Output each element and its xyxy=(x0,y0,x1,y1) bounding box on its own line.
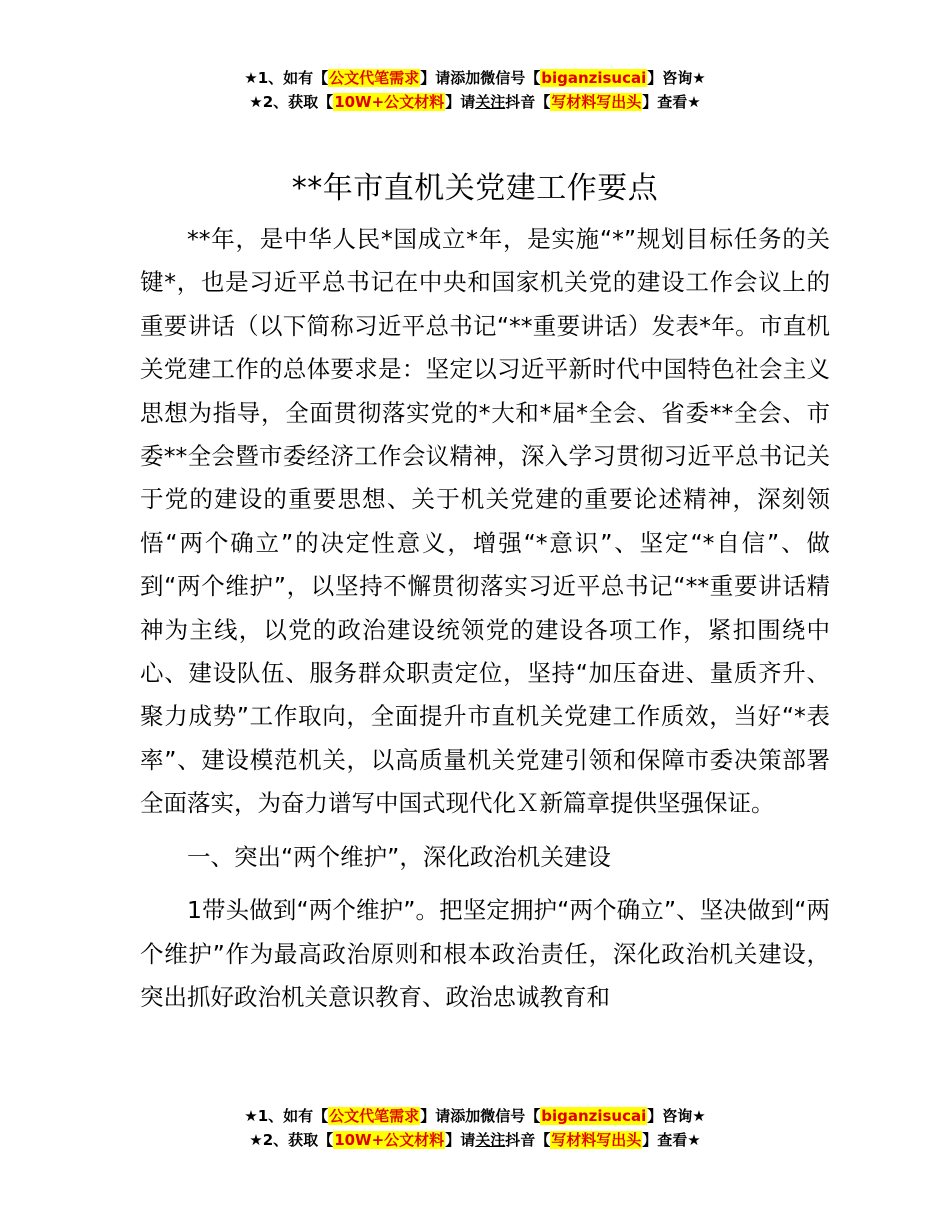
document-title: **年市直机关党建工作要点 xyxy=(291,171,659,206)
banner-highlight-douyin: 写材料写出头 xyxy=(551,93,642,111)
banner-text: ★2、获取【 xyxy=(249,1131,334,1149)
banner-text: 】咨询★ xyxy=(647,69,706,87)
banner-highlight: 公文代笔需求 xyxy=(329,1107,420,1125)
banner-text: 】请 xyxy=(445,93,476,111)
banner-underlined: 关注 xyxy=(475,1131,506,1149)
banner-line-2 xyxy=(0,1128,950,1152)
banner-highlight: 10W+公文材料 xyxy=(334,93,445,111)
banner-highlight: 10W+公文材料 xyxy=(334,1131,445,1149)
banner-text: 】咨询★ xyxy=(647,1107,706,1125)
banner-line-1 xyxy=(0,1104,950,1128)
intro-paragraph: **年，是中华人民*国成立*年，是实施“*”规划目标任务的关键*，也是习近平总书记在中央和国家机关党的建设工作会议上的重要讲话（以下简称习近平总书记“**重要讲话）发表*年。市直机关党建工作的总体要求是：坚定以习近平新时代中国特色社会主义思想为指导，全面贯彻落实党的*大和*届*全会、省委**全会、市委**全会暨市委经济工作会议精神，深入学习贯彻习近平总书记关于党的建设的重要思想、关于机关党建的重要论述精神，深刻领悟“两个确立”的决定性意义，增强“*意识”、坚定“*自信”、做到“两个维护”，以坚持不懈贯彻落实习近平总书记“**重要讲话精神为主线，以党的政治建设统领党的建设各项工作，紧扣围绕中心、建设队伍、服务群众职责定位，坚持“加压奋进、量质齐升、聚力成势”工作取向，全面提升市直机关党建工作质效，当好“*表率”、建设模范机关，以高质量机关党建引领和保障市委决策部署全面落实，为奋力谱写中国式现代化Ｘ新篇章提供坚强保证。 xyxy=(140,225,830,818)
section-heading: 一、突出“两个维护”，深化政治机关建设 xyxy=(187,842,611,871)
banner-line-2 xyxy=(0,90,950,114)
banner-text: 】请添加微信号【 xyxy=(420,69,541,87)
banner-highlight-douyin: 写材料写出头 xyxy=(551,1131,642,1149)
banner-text: 抖音【 xyxy=(505,1131,551,1149)
banner-underlined: 关注 xyxy=(475,93,506,111)
footer-banner xyxy=(0,1104,950,1152)
banner-line-1 xyxy=(0,66,950,90)
banner-highlight: 公文代笔需求 xyxy=(329,69,420,87)
banner-text: ★1、如有【 xyxy=(244,1107,329,1125)
document-body xyxy=(140,218,830,1019)
banner-text: 】查看★ xyxy=(642,93,701,111)
header-banner xyxy=(0,66,950,114)
banner-text: ★1、如有【 xyxy=(244,69,329,87)
banner-highlight-wechat: biganzisucai xyxy=(541,69,647,87)
banner-text: 抖音【 xyxy=(505,93,551,111)
banner-highlight-wechat: biganzisucai xyxy=(541,1107,647,1125)
banner-text: 】请添加微信号【 xyxy=(420,1107,541,1125)
banner-text: 】查看★ xyxy=(642,1131,701,1149)
banner-text: 】请 xyxy=(445,1131,476,1149)
banner-text: ★2、获取【 xyxy=(249,93,334,111)
item-paragraph: 1带头做到“两个维护”。把坚定拥护“两个确立”、坚决做到“两个维护”作为最高政治原则和根本政治责任，深化政治机关建设，突出抓好政治机关意识教育、政治忠诚教育和 xyxy=(140,896,830,1011)
